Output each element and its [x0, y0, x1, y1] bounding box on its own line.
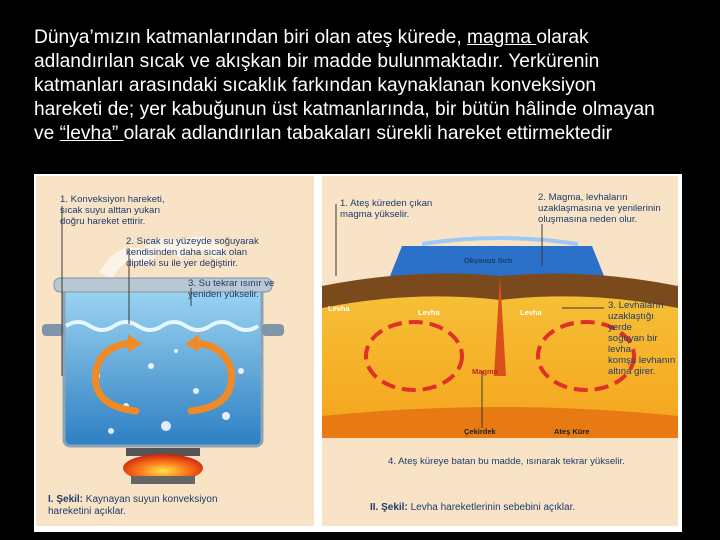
figure1-caption: I. Şekil: Kaynayan suyun konveksiyon hareketini açıklar.: [48, 494, 218, 517]
line-3: katmanları arasındaki sıcaklık farkından kaynaklanan konveksiyon: [34, 75, 597, 96]
plate-label-left: Levha: [328, 304, 350, 313]
core-label: Çekirdek: [464, 427, 496, 436]
plate-label-4: 4. Ateş küreye batan bu madde, ısınarak tekrar yükselir.: [388, 456, 625, 467]
line-2: adlandırılan sıcak ve akışkan bir madde bulunmaktadır. Yerkürenin: [34, 51, 600, 72]
mantle-label: Ateş Küre: [554, 427, 590, 436]
magma-underlined: magma: [467, 27, 537, 48]
line-1: Dünya’mızın katmanlarından biri olan ateş kürede, magma olarak: [34, 27, 589, 48]
plate-label-1: 1. Ateş küreden çıkan magma yükselir.: [340, 198, 433, 220]
line-4: hareketi de; yer kabuğunun üst katmanlarında, bir bütün hâlinde olmayan: [34, 99, 655, 120]
plate-label-2: 2. Magma, levhaların uzaklaşmasına ve yenilerinin oluşmasına neden olur.: [538, 192, 661, 225]
paragraph: [34, 26, 694, 146]
plate-label-mid-right: Levha: [520, 308, 542, 317]
pot-illustration: [36, 176, 314, 526]
line-5: ve “levha” olarak adlandırılan tabakaları sürekli hareket ettirmektedir: [34, 123, 613, 144]
magma-label: Magma: [472, 367, 498, 376]
pot-label-2: 2. Sıcak su yüzeyde soğuyarak kendisinden daha sıcak olan diptleki su ile yer değiştirir.: [126, 236, 259, 269]
convection-pot-panel: [36, 176, 314, 526]
ocean-ridge-label: Okyanus Sırtı: [464, 256, 513, 265]
figure2-caption: II. Şekil: Levha hareketlerinin sebebini açıklar.: [370, 502, 576, 513]
figure-container: [34, 174, 682, 532]
pot-label-1: 1. Konveksiyon hareketi, sıcak suyu alttan yukarı doğru hareket ettirir.: [60, 194, 165, 227]
plate-label-mid-left: Levha: [418, 308, 440, 317]
plate-label-3: 3. Levhaların uzaklaştığı yerde soğuyan bir levha komşu levhanın altına girer.: [608, 300, 676, 377]
levha-underlined: “levha”: [59, 123, 124, 144]
pot-label-3: 3. Su tekrar ısınır ve yeniden yükselir.: [188, 278, 275, 300]
plate-tectonics-panel: [322, 176, 678, 526]
